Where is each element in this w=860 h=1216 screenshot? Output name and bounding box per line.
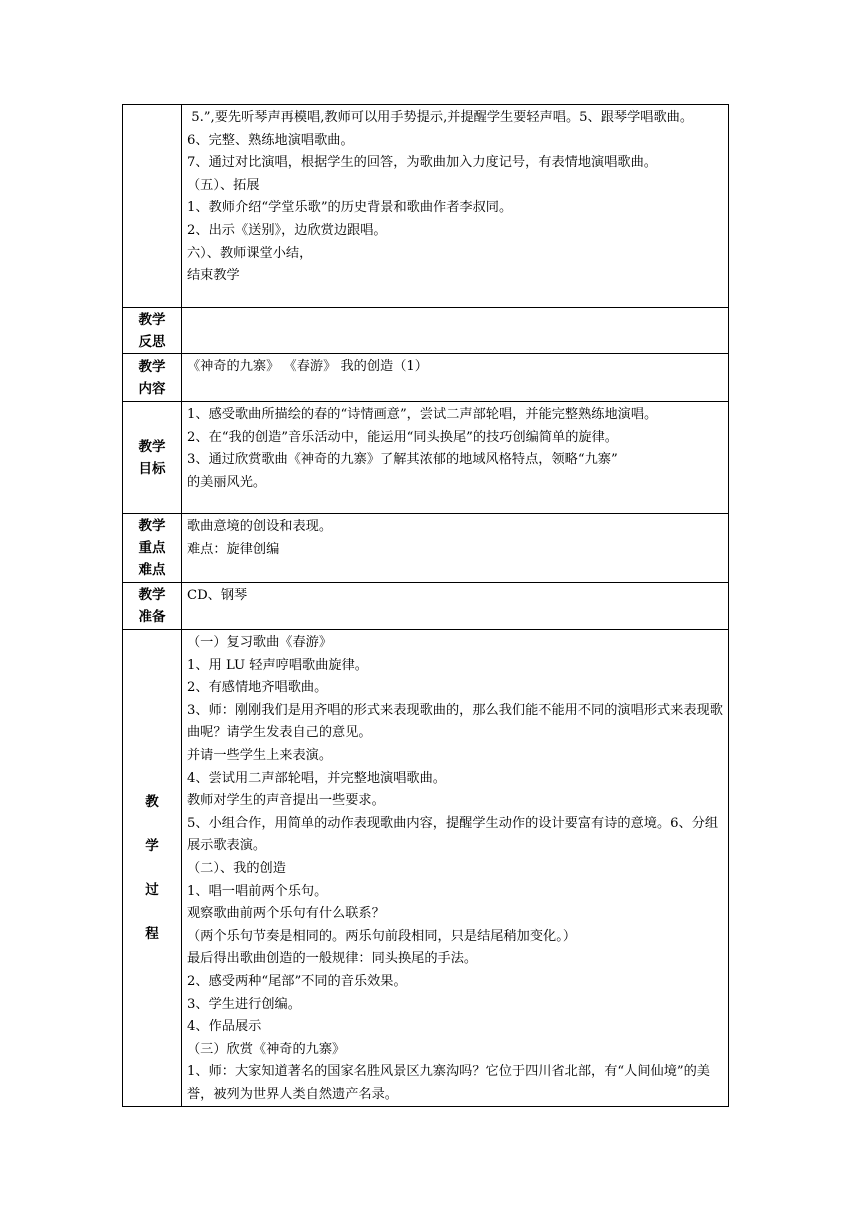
row-reflection-content <box>182 308 729 354</box>
content-line: 观察歌曲前两个乐句有什么联系？ <box>187 906 385 922</box>
label-text: 教学反思 <box>138 311 166 350</box>
row-content-label <box>123 354 182 402</box>
content-line: 3、师：刚刚我们是用齐唱的形式来表现歌曲的，那么我们能不能用不同的演唱形式来表现歌曲呢？请学生发表自己的意见。 <box>187 702 723 741</box>
row-key-points-content <box>182 514 729 583</box>
row-goals-label <box>123 402 182 514</box>
content-line: 《神奇的九寨》 《春游》 我的创造（1） <box>187 359 428 374</box>
content-line: 1、唱一唱前两个乐句。 <box>187 883 328 899</box>
row-continued-content <box>182 105 729 308</box>
content-line: 2、出示《送别》，边欣赏边跟唱。 <box>187 222 387 238</box>
row-key-points <box>123 514 729 583</box>
content-line: 7、通过对比演唱，根据学生的回答，为歌曲加入力度记号，有表情地演唱歌曲。 <box>187 155 657 171</box>
content-line: 5、小组合作，用简单的动作表现歌曲内容，提醒学生动作的设计要富有诗的意境。6、分组展示歌表演。 <box>187 815 719 854</box>
content-line: 的美丽风光。 <box>187 474 267 490</box>
content-line: 3、通过欣赏歌曲《神奇的九寨》了解其浓郁的地域风格特点，领略“九寨” <box>187 452 618 468</box>
label-char: 教 <box>145 794 159 811</box>
content-line: 4、作品展示 <box>187 1019 262 1035</box>
row-teaching-content <box>123 354 729 402</box>
row-teaching-process <box>123 630 729 1107</box>
content-line: 1、教师介绍“学堂乐歌”的历史背景和歌曲作者李叔同。 <box>187 200 513 216</box>
content-line: 1、师：大家知道著名的国家名胜风景区九寨沟吗？它位于四川省北部，有“人间仙境”的美誉，被列为世界人类自然遗产名录。 <box>187 1064 710 1102</box>
label-text: 教学准备 <box>138 587 166 625</box>
process-label-spread <box>123 791 181 945</box>
row-continued-process <box>123 105 729 308</box>
row-process-label <box>123 630 182 1107</box>
label-text: 教学内容 <box>138 358 166 397</box>
content-line: 结束教学 <box>187 268 240 284</box>
content-line: 六）、教师课堂小结， <box>187 245 313 261</box>
content-line: 教师对学生的声音提出一些要求。 <box>187 793 385 809</box>
row-reflection-label <box>123 308 182 354</box>
content-line: 1、用 LU 轻声哼唱歌曲旋律。 <box>187 657 368 673</box>
content-line: 歌曲意境的创设和表现。 <box>187 519 333 534</box>
row-process-content <box>182 630 729 1107</box>
content-line: 5.”,要先听琴声再模唱,教师可以用手势提示,并提醒学生要轻声唱。5、跟琴学唱歌曲。 <box>187 110 694 125</box>
label-char: 程 <box>145 926 159 943</box>
content-line: 6、完整、熟练地演唱歌曲。 <box>187 132 354 148</box>
row-prep-content <box>182 583 729 630</box>
content-line: 并请一些学生上来表演。 <box>187 747 333 763</box>
content-line: （一）复习歌曲《春游》 <box>187 635 333 650</box>
content-line: 最后得出歌曲创造的一般规律：同头换尾的手法。 <box>187 951 478 967</box>
row-key-points-label <box>123 514 182 583</box>
label-text: 教学重点难点 <box>138 518 166 578</box>
label-text: 教学目标 <box>138 438 166 477</box>
content-line: 3、学生进行创编。 <box>187 996 301 1012</box>
row-teaching-goals <box>123 402 729 514</box>
row-continued-label <box>123 105 182 308</box>
row-preparation <box>123 583 729 630</box>
row-reflection <box>123 308 729 354</box>
content-line: （三）欣赏《神奇的九寨》 <box>187 1041 346 1057</box>
content-line: （五）、拓展 <box>187 177 260 193</box>
content-line: 难点：旋律创编 <box>187 541 280 557</box>
content-line: CD、钢琴 <box>187 588 248 603</box>
content-line: 2、感受两种“尾部”不同的音乐效果。 <box>187 973 407 989</box>
label-char: 过 <box>145 882 159 899</box>
content-line: 2、有感情地齐唱歌曲。 <box>187 680 328 696</box>
lesson-plan-table <box>122 104 729 1107</box>
content-line: （二）、我的创造 <box>187 860 286 876</box>
row-prep-label <box>123 583 182 630</box>
content-line: 1、感受歌曲所描绘的春的“诗情画意”，尝试二声部轮唱，并能完整熟练地演唱。 <box>187 407 658 422</box>
content-line: （两个乐句节奏是相同的。两乐句前段相同，只是结尾稍加变化。） <box>187 928 577 944</box>
row-goals-content <box>182 402 729 514</box>
content-line: 2、在“我的创造”音乐活动中，能运用“同头换尾”的技巧创编简单的旋律。 <box>187 429 618 445</box>
label-char: 学 <box>145 838 159 855</box>
content-line: 4、尝试用二声部轮唱，并完整地演唱歌曲。 <box>187 770 446 786</box>
row-content-content <box>182 354 729 402</box>
